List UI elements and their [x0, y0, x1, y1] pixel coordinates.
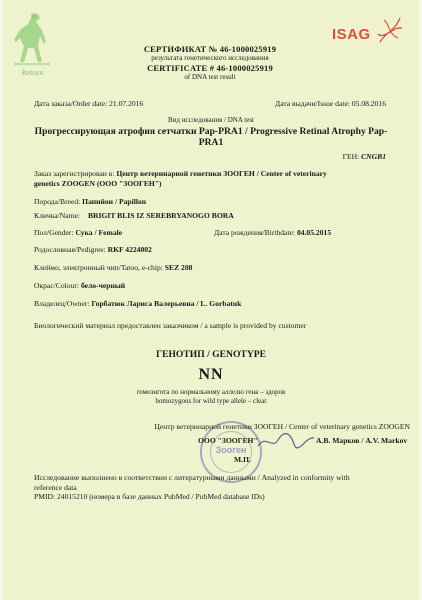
- logo-caption: Зооген: [20, 68, 44, 77]
- pedigree-label: Родословная/Pedigree:: [34, 245, 106, 254]
- cert-title-ru: СЕРТИФИКАТ № 46-1000025919: [143, 44, 277, 54]
- horse-rider-icon: [10, 12, 54, 70]
- owner-row: [34, 299, 241, 309]
- isag-text: ISAG: [332, 26, 371, 43]
- chip-label: Клеймо, электронный чип/Tatoo, e-chip:: [34, 263, 163, 272]
- gene-label: ГЕН:: [342, 152, 360, 161]
- reference-line2: reference data: [34, 482, 77, 492]
- colour-label: Окрас/Colour:: [34, 281, 80, 290]
- birthdate-value: 04.05.2015: [296, 228, 332, 237]
- owner-label: Владелец/Owner:: [34, 299, 90, 308]
- pedigree-value: RKF 4224002: [107, 245, 152, 254]
- registration-value-line1: Центр ветеринарной генетики ЗООГЕН / Center of veterinary: [116, 169, 327, 178]
- chip-value: SEZ 208: [164, 263, 193, 272]
- order-date: Дата заказа/Order date: 21.07.2016: [34, 99, 144, 108]
- birthdate-label: Дата рождения/Birthdate:: [214, 228, 296, 237]
- dna-helix-icon: [376, 14, 404, 44]
- gender-value: Сука / Female: [75, 228, 123, 237]
- owner-value: Горбатюк Лариса Валерьевна / L. Gorbatuk: [91, 299, 242, 308]
- dna-test-name-line2: PRA1: [198, 137, 224, 148]
- birthdate-row: [214, 228, 331, 238]
- sample-note: Биологический материал предоставлен заказчиком / a sample is provided by customer: [34, 321, 307, 330]
- name-label: Кличка/Name:: [34, 211, 81, 220]
- reference-pmid: PMID: 24015210 (номера в базе данных PubMed / PubMed database IDs): [34, 492, 265, 501]
- name-row: [34, 211, 234, 221]
- breed-label: Порода/Breed:: [34, 197, 81, 206]
- cert-title-en: CERTIFICATE # 46-1000025919: [147, 63, 273, 73]
- cert-subtitle-en: of DNA test result: [184, 73, 236, 81]
- reference-line1: Исследование выполнено в соответствии с литературными данными / Analyzed in conformity with: [34, 473, 350, 482]
- genotype-desc-en: homozygous for wild type allele – clear: [155, 397, 267, 405]
- handwritten-signature: [256, 430, 316, 452]
- chip-row: [34, 263, 192, 273]
- breed-value: Папийон / Papillon: [82, 197, 146, 206]
- dna-test-name-line1: Прогрессирующая атрофия сетчатки Pap-PRA1 / Progressive Retinal Atrophy Pap-: [34, 126, 388, 137]
- signature-org: ООО "ЗООГЕН": [198, 436, 258, 445]
- genotype-desc-ru: гомозигота по нормальному аллелю гена – здоров: [136, 388, 286, 396]
- zoogen-logo: [10, 12, 54, 82]
- registration-value-line2: genetics ZOOGEN (ООО "ЗООГЕН"): [34, 178, 162, 188]
- genotype-title: ГЕНОТИП / GENOTYPE: [155, 349, 267, 360]
- isag-logo: [332, 22, 412, 52]
- issue-date: Дата выдачи/Issue date: 05.08.2016: [275, 99, 386, 108]
- registration-block: [34, 169, 394, 188]
- stamp-seal-text: Зооген: [215, 445, 247, 455]
- gender-row: [34, 228, 122, 238]
- colour-value: бело-черный: [80, 281, 126, 290]
- pedigree-row: [34, 245, 152, 255]
- reference-block: [34, 473, 404, 502]
- colour-row: [34, 281, 125, 291]
- gene-row: [343, 152, 386, 162]
- gender-label: Пол/Gender:: [34, 228, 74, 237]
- genotype-code: NN: [198, 366, 224, 383]
- registration-label: Заказ зарегистрирован в:: [34, 169, 115, 178]
- signature-mp: М.П.: [234, 455, 251, 464]
- breed-row: [34, 197, 146, 207]
- signature-center: Центр ветеринарной генетики ЗООГЕН / Center of veterinary genetics ZOOGEN: [154, 422, 410, 431]
- signature-signer: А.В. Марков / A.V. Markov: [316, 436, 408, 445]
- cert-subtitle-ru: результата генетического исследования: [151, 54, 269, 62]
- dna-test-kind: Вид исследования / DNA test: [168, 116, 254, 124]
- gene-value: CNGB1: [361, 152, 386, 161]
- name-value: BRIGIT BLIS IZ SEREBRYANOGO BORA: [87, 211, 234, 220]
